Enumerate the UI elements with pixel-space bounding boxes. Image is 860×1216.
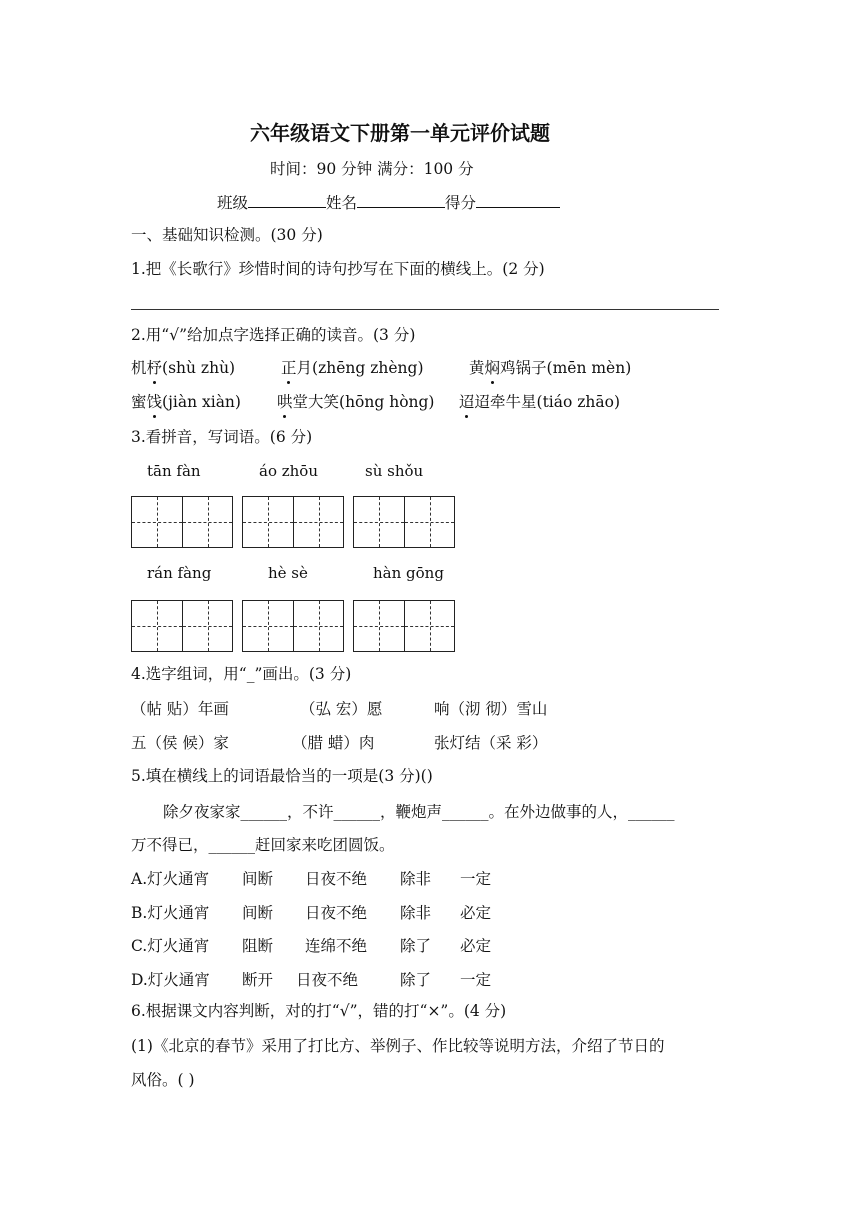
writing-grid[interactable] [242, 600, 344, 652]
writing-grid[interactable] [353, 496, 455, 548]
q2-item: 迢迢牵牛星(tiáo zhāo) [459, 390, 620, 412]
pinyin-label: tān fàn [147, 462, 201, 480]
writing-grid[interactable] [131, 600, 233, 652]
q4-item: 张灯结（采 彩） [434, 734, 548, 752]
writing-grid[interactable] [131, 496, 233, 548]
q4-item: 响（沏 彻）雪山 [434, 700, 548, 718]
pinyin-label: hè sè [268, 564, 308, 582]
q4-item: 五（侯 候）家 [131, 734, 229, 752]
exam-page: 六年级语文下册第一单元评价试题 时间：90 分钟 满分：100 分 班级 姓名 得分 一、基础知识检测。(30 分) 1.把《长歌行》珍惜时间的诗句抄写在下面的横线上。(2 分) 2.用“√”给加点字选择正确的读音。(3 分) 机杼(shù zhù) 正月(zhēng zhèng) 黄焖鸡锅子(mēn mèn) 蜜饯(jiàn xiàn) 哄堂大笑(hōng hòng) 迢迢牵牛星(tiáo zhāo) 3.看拼音，写词语。(6 分) tān fàn áo zhōu sù shǒu rán fàng hè sè hàn gōng 4.选字组词，用“_”画出。(3 分) （帖 贴）年画 （弘 宏）愿 响（沏 彻）雪山 五（侯 候）家 （腊 蜡）肉 张灯结（采 彩） 5.填在横线上的词语最恰当的一项是(3 分)() 除夕夜家家______，不许______，鞭炮声______。在外边做事的人，______ 万不得已，______赶回家来吃团圆饭。 A.灯火通宵 间断 日夜不绝 除非 一定 B.灯火通宵 间断 日夜不绝 除非 必定 C.灯火通宵 阻断 连绵不绝 除了 必定 D.灯火通宵 断开 日夜不绝 除了 一定 6.根据课文内容判断，对的打“√”，错的打“×”。(4 分) (1)《北京的春节》采用了打比方、举例子、作比较等说明方法，介绍了节日的 风俗。( ) [0, 0, 860, 1216]
q4-item: （弘 宏）愿 [300, 700, 383, 718]
q6-item: 风俗。( ) [131, 1071, 195, 1089]
question-6: 6.根据课文内容判断，对的打“√”，错的打“×”。(4 分) [131, 1002, 507, 1020]
question-2: 2.用“√”给加点字选择正确的读音。(3 分) [131, 326, 416, 344]
q5-passage: 除夕夜家家______，不许______，鞭炮声______。在外边做事的人，______ [163, 803, 675, 821]
exam-info: 时间：90 分钟 满分：100 分 [270, 160, 474, 178]
q2-item: 机杼(shù zhù) [131, 356, 235, 378]
section-heading: 一、基础知识检测。(30 分) [131, 226, 323, 244]
score-label: 得分 [445, 194, 477, 212]
class-field[interactable] [248, 193, 326, 208]
q5-passage: 万不得已，______赶回家来吃团圆饭。 [131, 836, 395, 854]
q4-item: （腊 蜡）肉 [292, 734, 375, 752]
name-label: 姓名 [326, 194, 358, 212]
pinyin-label: sù shǒu [365, 462, 424, 480]
question-4: 4.选字组词，用“_”画出。(3 分) [131, 665, 352, 683]
pinyin-label: áo zhōu [259, 462, 318, 480]
name-field[interactable] [357, 193, 445, 208]
q2-item: 正月(zhēng zhèng) [281, 356, 424, 378]
q2-item: 蜜饯(jiàn xiàn) [131, 390, 241, 412]
q2-item: 哄堂大笑(hōng hòng) [277, 390, 434, 412]
writing-grid[interactable] [242, 496, 344, 548]
question-1: 1.把《长歌行》珍惜时间的诗句抄写在下面的横线上。(2 分) [131, 260, 545, 278]
answer-line[interactable] [131, 309, 719, 310]
student-info-line [217, 191, 560, 213]
q2-item: 黄焖鸡锅子(mēn mèn) [469, 356, 631, 378]
writing-grid[interactable] [353, 600, 455, 652]
question-3: 3.看拼音，写词语。(6 分) [131, 428, 313, 446]
q6-item: (1)《北京的春节》采用了打比方、举例子、作比较等说明方法，介绍了节日的 [131, 1037, 665, 1055]
score-field[interactable] [476, 193, 560, 208]
class-label: 班级 [217, 194, 249, 212]
pinyin-label: rán fàng [147, 564, 212, 582]
pinyin-label: hàn gōng [373, 564, 444, 582]
page-title: 六年级语文下册第一单元评价试题 [250, 121, 550, 145]
q4-item: （帖 贴）年画 [131, 700, 229, 718]
question-5: 5.填在横线上的词语最恰当的一项是(3 分)() [131, 767, 433, 785]
